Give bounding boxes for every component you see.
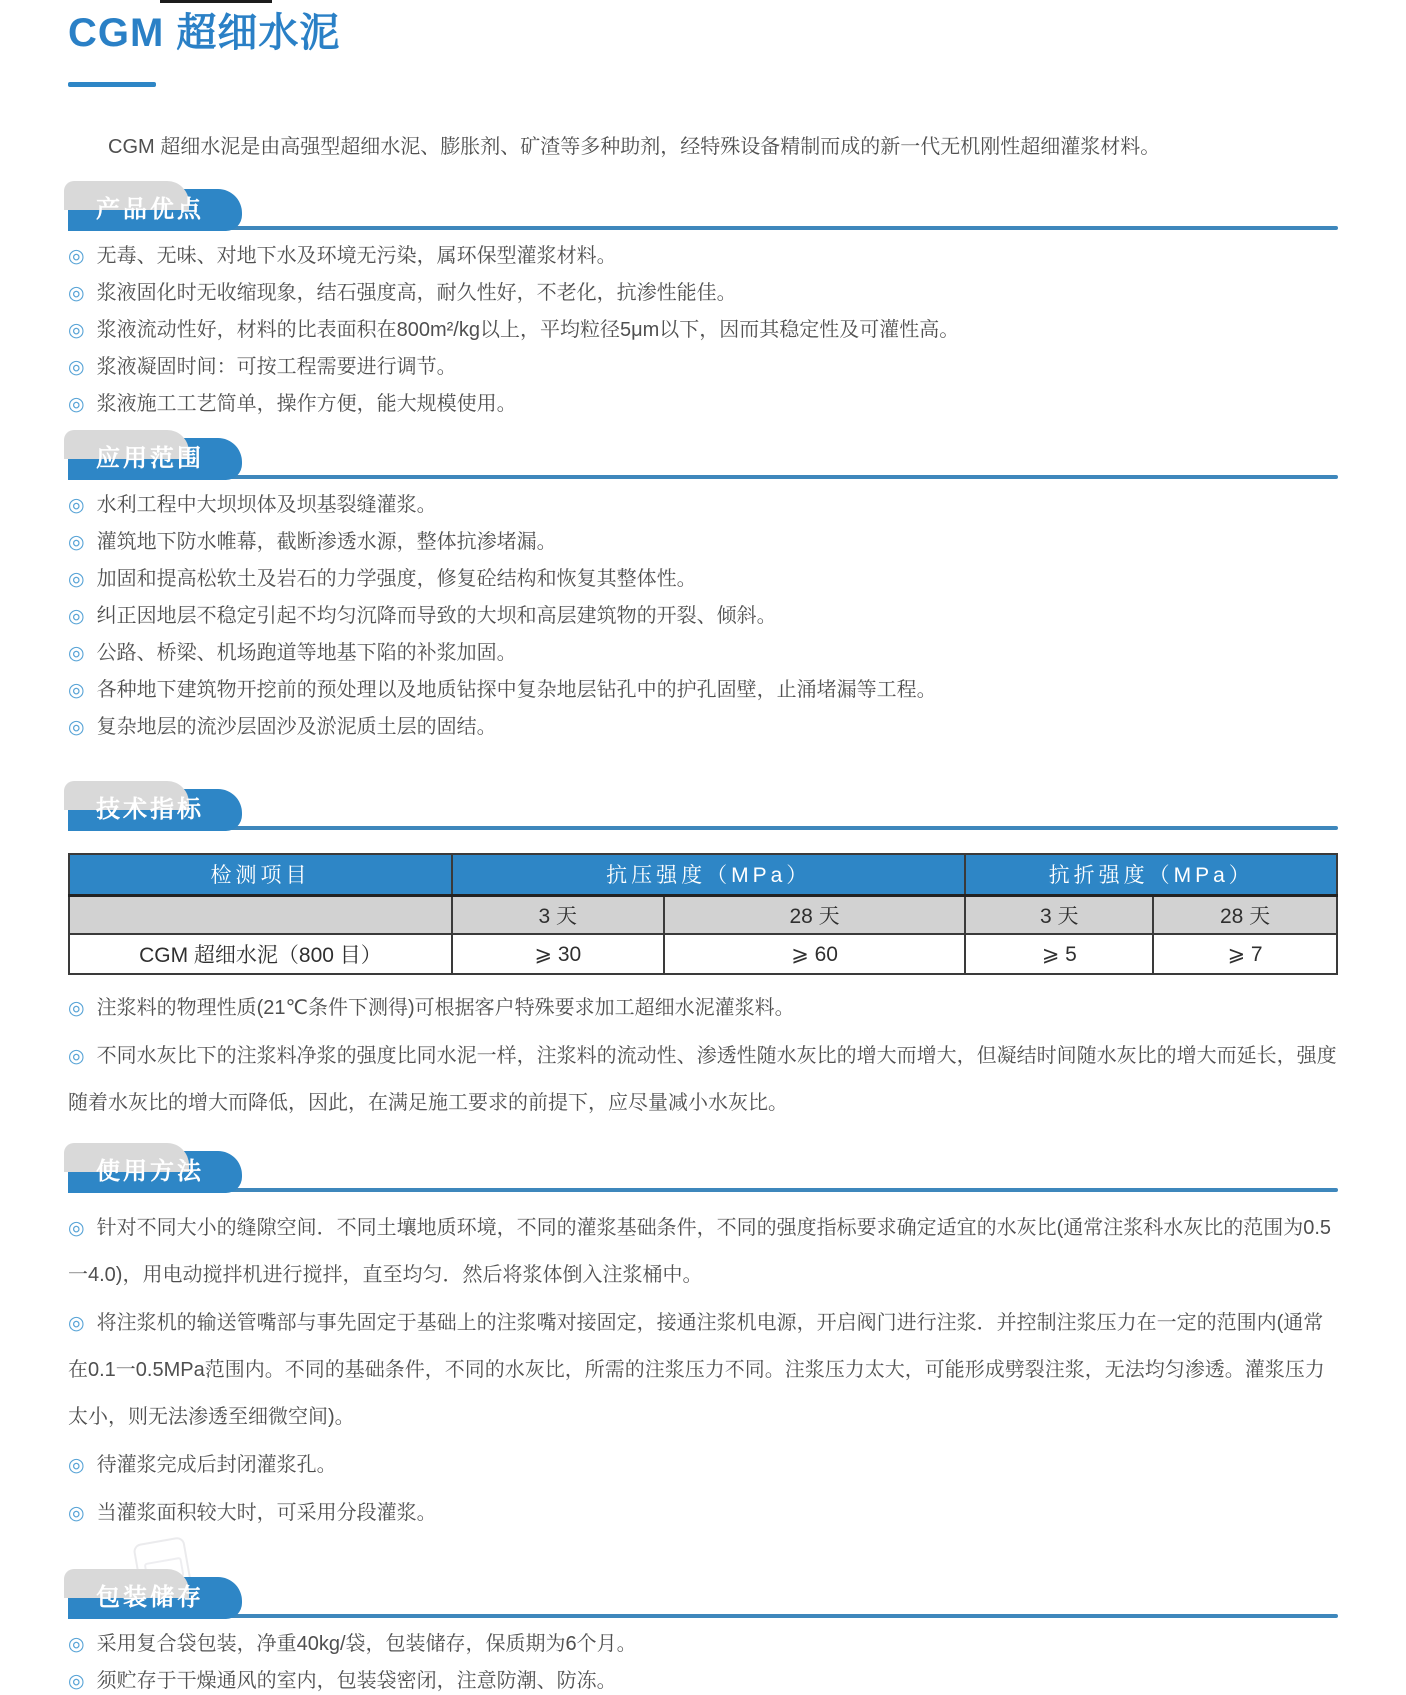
list-item-text: 当灌浆面积较大时，可采用分段灌浆。 bbox=[96, 1502, 437, 1524]
page-top-artifact bbox=[160, 0, 272, 3]
heading-tab: 应用范围 bbox=[68, 438, 242, 480]
spec-notes-list bbox=[68, 985, 1338, 1127]
list-item-text: 水利工程中大坝坝体及坝基裂缝灌浆。 bbox=[96, 494, 437, 516]
section-advantages bbox=[68, 189, 1338, 418]
cell-value: ⩾ 5 bbox=[965, 934, 1153, 974]
list-item-text: 加固和提高松软土及岩石的力学强度，修复砼结构和恢复其整体性。 bbox=[96, 568, 697, 590]
subheader-3d: 3 天 bbox=[452, 895, 664, 934]
subheader-3d: 3 天 bbox=[965, 895, 1153, 934]
heading-rule bbox=[68, 1188, 1338, 1192]
packaging-list bbox=[68, 1631, 1338, 1695]
bullet-icon: ◎ bbox=[68, 1313, 85, 1334]
list-item-text: 无毒、无味、对地下水及环境无污染，属环保型灌浆材料。 bbox=[96, 245, 617, 267]
list-item-text: 纠正因地层不稳定引起不均匀沉降而导致的大坝和高层建筑物的开裂、倾斜。 bbox=[96, 605, 777, 627]
list-item-text: 注浆料的物理性质(21℃条件下测得)可根据客户特殊要求加工超细水泥灌浆料。 bbox=[96, 997, 795, 1019]
list-item bbox=[68, 280, 1338, 307]
bullet-icon: ◎ bbox=[68, 1455, 85, 1476]
list-item bbox=[68, 640, 1338, 667]
cell-product-name: CGM 超细水泥（800 目） bbox=[69, 934, 452, 974]
heading-tab: 产品优点 bbox=[68, 189, 242, 231]
bullet-icon: ◎ bbox=[68, 643, 85, 664]
heading-rule bbox=[68, 475, 1338, 479]
list-item-text: 将注浆机的输送管嘴部与事先固定于基础上的注浆嘴对接固定，接通注浆机电源，开启阀门进行注浆．并控制注浆压力在一定的范围内(通常在0.1一0.5MPa范围内。不同的基础条件，不同的水灰比，所需的注浆压力不同。注浆压力太大，可能形成劈裂注浆，无法均匀渗透。灌浆压力太小，则无法渗透至细微空间)。 bbox=[68, 1312, 1325, 1428]
heading-rule bbox=[68, 826, 1338, 830]
bullet-icon: ◎ bbox=[68, 569, 85, 590]
list-item bbox=[68, 603, 1338, 630]
bullet-icon: ◎ bbox=[68, 532, 85, 553]
usage-list bbox=[68, 1205, 1338, 1537]
heading-tab: 包装储存 bbox=[68, 1577, 242, 1619]
list-item-text: 浆液凝固时间：可按工程需要进行调节。 bbox=[96, 356, 457, 378]
spec-table-header-row bbox=[69, 854, 1337, 895]
list-item-text: 针对不同大小的缝隙空间．不同土壤地质环境，不同的灌浆基础条件，不同的强度指标要求确定适宜的水灰比(通常注浆科水灰比的范围为0.5一4.0)，用电动搅拌机进行搅拌，直至均匀．然后将浆体倒入注浆桶中。 bbox=[68, 1217, 1332, 1286]
list-item bbox=[68, 1442, 1338, 1489]
section-heading-advantages bbox=[68, 189, 1338, 233]
bullet-icon: ◎ bbox=[68, 1671, 85, 1692]
bullet-icon: ◎ bbox=[68, 283, 85, 304]
cell-value: ⩾ 7 bbox=[1153, 934, 1337, 974]
list-item bbox=[68, 529, 1338, 556]
section-usage bbox=[68, 1151, 1338, 1537]
heading-rule bbox=[68, 226, 1338, 230]
bullet-icon: ◎ bbox=[68, 1218, 85, 1239]
section-specs bbox=[68, 789, 1338, 1127]
heading-rule bbox=[68, 1614, 1338, 1618]
list-item-text: 待灌浆完成后封闭灌浆孔。 bbox=[96, 1454, 337, 1476]
spec-table-subheader-row bbox=[69, 895, 1337, 934]
list-item-text: 不同水灰比下的注浆料净浆的强度比同水泥一样，注浆料的流动性、渗透性随水灰比的增大而增大，但凝结时间随水灰比的增大而延长，强度随着水灰比的增大而降低，因此，在满足施工要求的前提下，应尽量减小水灰比。 bbox=[68, 1045, 1337, 1114]
bullet-icon: ◎ bbox=[68, 1046, 85, 1067]
bullet-icon: ◎ bbox=[68, 495, 85, 516]
list-item bbox=[68, 566, 1338, 593]
spec-table-data-row bbox=[69, 934, 1337, 974]
list-item bbox=[68, 714, 1338, 741]
list-item-text: 公路、桥梁、机场跑道等地基下陷的补浆加固。 bbox=[96, 642, 517, 664]
cell-value: ⩾ 30 bbox=[452, 934, 664, 974]
section-heading-specs bbox=[68, 789, 1338, 833]
list-item bbox=[68, 1300, 1338, 1441]
subheader-28d: 28 天 bbox=[664, 895, 966, 934]
list-item-text: 灌筑地下防水帷幕，截断渗透水源，整体抗渗堵漏。 bbox=[96, 531, 557, 553]
bullet-icon: ◎ bbox=[68, 394, 85, 415]
bullet-icon: ◎ bbox=[68, 1503, 85, 1524]
list-item-text: 各种地下建筑物开挖前的预处理以及地质钻探中复杂地层钻孔中的护孔固壁，止涌堵漏等工程。 bbox=[96, 679, 937, 701]
heading-tab: 技术指标 bbox=[68, 789, 242, 831]
list-item bbox=[68, 1490, 1338, 1537]
list-item bbox=[68, 985, 1338, 1032]
list-item bbox=[68, 317, 1338, 344]
advantages-list bbox=[68, 243, 1338, 418]
list-item-text: 采用复合袋包装，净重40kg/袋，包装储存，保质期为6个月。 bbox=[96, 1633, 637, 1655]
list-item bbox=[68, 1205, 1338, 1299]
section-applications bbox=[68, 438, 1338, 741]
list-item-text: 须贮存于干燥通风的室内，包装袋密闭，注意防潮、防冻。 bbox=[96, 1670, 617, 1692]
list-item-text: 浆液固化时无收缩现象，结石强度高，耐久性好，不老化，抗渗性能佳。 bbox=[96, 282, 737, 304]
list-item bbox=[68, 1668, 1338, 1695]
bullet-icon: ◎ bbox=[68, 357, 85, 378]
bullet-icon: ◎ bbox=[68, 1634, 85, 1655]
list-item bbox=[68, 677, 1338, 704]
bullet-icon: ◎ bbox=[68, 680, 85, 701]
list-item-text: 复杂地层的流沙层固沙及淤泥质土层的固结。 bbox=[96, 716, 497, 738]
page-title: CGM 超细水泥 bbox=[68, 11, 341, 55]
spec-table bbox=[68, 853, 1338, 975]
list-item-text: 浆液流动性好，材料的比表面积在800m²/kg以上，平均粒径5μm以下，因而其稳定性及可灌性高。 bbox=[96, 319, 960, 341]
section-packaging bbox=[68, 1577, 1338, 1695]
subheader-empty bbox=[69, 895, 452, 934]
bullet-icon: ◎ bbox=[68, 606, 85, 627]
title-divider bbox=[68, 82, 156, 87]
bullet-icon: ◎ bbox=[68, 320, 85, 341]
bullet-icon: ◎ bbox=[68, 998, 85, 1019]
list-item bbox=[68, 354, 1338, 381]
list-item bbox=[68, 492, 1338, 519]
heading-tab: 使用方法 bbox=[68, 1151, 242, 1193]
section-heading-packaging bbox=[68, 1577, 1338, 1621]
applications-list bbox=[68, 492, 1338, 741]
section-heading-applications bbox=[68, 438, 1338, 482]
col-header-compressive: 抗压强度（MPa） bbox=[452, 854, 966, 895]
intro-paragraph: CGM 超细水泥是由高强型超细水泥、膨胀剂、矿渣等多种助剂，经特殊设备精制而成的新一代无机刚性超细灌浆材料。 bbox=[108, 136, 1161, 158]
list-item bbox=[68, 1033, 1338, 1127]
bullet-icon: ◎ bbox=[68, 717, 85, 738]
subheader-28d: 28 天 bbox=[1153, 895, 1337, 934]
col-header-flexural: 抗折强度（MPa） bbox=[965, 854, 1337, 895]
list-item-text: 浆液施工工艺简单，操作方便，能大规模使用。 bbox=[96, 393, 517, 415]
bullet-icon: ◎ bbox=[68, 246, 85, 267]
list-item bbox=[68, 391, 1338, 418]
section-heading-usage bbox=[68, 1151, 1338, 1195]
list-item bbox=[68, 1631, 1338, 1658]
list-item bbox=[68, 243, 1338, 270]
col-header-item: 检测项目 bbox=[69, 854, 452, 895]
cell-value: ⩾ 60 bbox=[664, 934, 966, 974]
